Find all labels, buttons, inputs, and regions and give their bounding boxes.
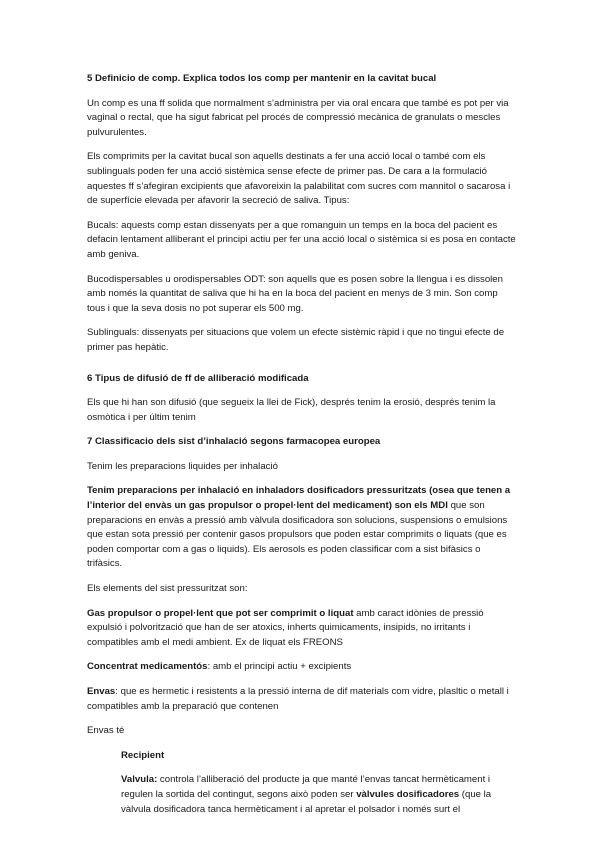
- recipient-bold: Recipient: [121, 749, 165, 761]
- concentrate-bold: Concentrat medicamentós: [87, 661, 208, 673]
- list-item-recipient: [121, 749, 517, 764]
- valve-text: controla l’alliberació del producte ja que manté l’envas tancat hermèticament i regulen la sortida del contingut, segons això poden ser: [121, 774, 491, 800]
- document-body: [87, 72, 517, 827]
- section-5-paragraph-3: Bucals: aquests comp estan dissenyats per a que romanguin un temps en la boca del pacient es defacin lentament alliberant el principi actiu per fer una acció local o sistèmica si es posa en contacte amb geniva.: [87, 219, 516, 260]
- section-5-paragraph-2: Els comprimits per la cavitat bucal son aquells destinats a fer una acció local o també com els sublinguals poden fer una acció sistèmica sense efecte de primer pas. De cara a la formulació aquestes ff s’afegiran excipients que afavoreixin la palabilitat com sucres com mannitol o sacarosa i de superfície elevada per afavorir la secreció de saliva. Tipus:: [87, 151, 511, 207]
- section-7-paragraph-7: Envas té: [87, 725, 125, 737]
- propellant-gas-bold: Gas propulsor o propel·lent que pot ser comprimit o liquat: [87, 607, 354, 619]
- section-5-heading: 5 Definicio de comp. Explica todos los comp per mantenir en la cavitat bucal: [87, 73, 437, 84]
- mdi-definition-bold: Tenim preparacions per inhalació en inhaladors dosificadors pressuritzats (osea que tenen a l’interior del envàs un gas propulsor o propel·lent del medicament) son els MDI: [87, 485, 511, 512]
- container-text: : que es hermetic i resistents a la pressió interna de dif materials com vidre, plasltic o metall i compatibles amb la preparació que contenen: [87, 686, 509, 712]
- list-item-valve: [121, 773, 517, 817]
- container-bold: Envas: [87, 686, 116, 697]
- section-6-paragraph-1: Els que hi han son difusió (que segueix la llei de Fick), després tenim la erosió, després tenim la osmòtica i per últim tenim: [87, 397, 496, 423]
- section-7-paragraph-3: Els elements del sist pressuritzat son:: [87, 583, 248, 595]
- section-7-paragraph-2: [87, 484, 517, 572]
- section-5-paragraph-1: Un comp es una ff solida que normalment s’administra per via oral encara que també es pot per via vaginal o rectal, que ha sigut fabricat pel procés de compressió mecànica de granulats o mescles pulvurulentes.: [87, 97, 509, 138]
- dosing-valves-bold: vàlvules dosificadores: [356, 788, 460, 800]
- section-6-heading: 6 Tipus de difusió de ff de alliberació modificada: [87, 372, 309, 384]
- mdi-definition-text: que son preparacions en envàs a pressió amb vàlvula dosificadora son solucions, suspensions o emulsions que estan sota pressió per contenir gasos propulsors que poden estar comprimits o liquats (que es poden comportar com a gas o liquids). Els aerosols es poden classificar com a sist bifàsics o trifàsics.: [87, 500, 508, 570]
- section-7-paragraph-6: [87, 685, 517, 714]
- section-7-paragraph-5: [87, 660, 517, 675]
- section-7-heading: 7 Classificacio dels sist d’inhalació segons farmacopea europea: [87, 436, 381, 448]
- section-5-paragraph-5: Sublinguals: dissenyats per situacions que volem un efecte sistèmic ràpid i que no tingui efecte de primer pas hepàtic.: [87, 327, 505, 353]
- section-7-paragraph-1: Tenim les preparacions liquides per inhalació: [87, 460, 278, 472]
- propellant-gas-text: amb caract idònies de pressió expulsió i polvorització que han de ser atoxics, inherts quimicaments, insipids, no irritants i compatibles amb el medi ambient. Ex de liquat els FREONS: [87, 607, 484, 648]
- valve-bold: Valvula:: [121, 774, 158, 786]
- valve-text-rest: (que la vàlvula dosificadora tanca hermèticament i al apretar el polsador i només surt el: [121, 788, 492, 815]
- concentrate-text: : amb el principi actiu + excipients: [207, 661, 352, 673]
- section-5-paragraph-4: Bucodispersables u orodispersables ODT: son aquells que es posen sobre la llengua i es dissolen amb només la quantitat de saliva que hi ha en la boca del pacient en menys de 3 min. Son comp tous i que la seva dosis no pot superar els 500 mg.: [87, 273, 503, 314]
- section-7-paragraph-4: [87, 607, 517, 651]
